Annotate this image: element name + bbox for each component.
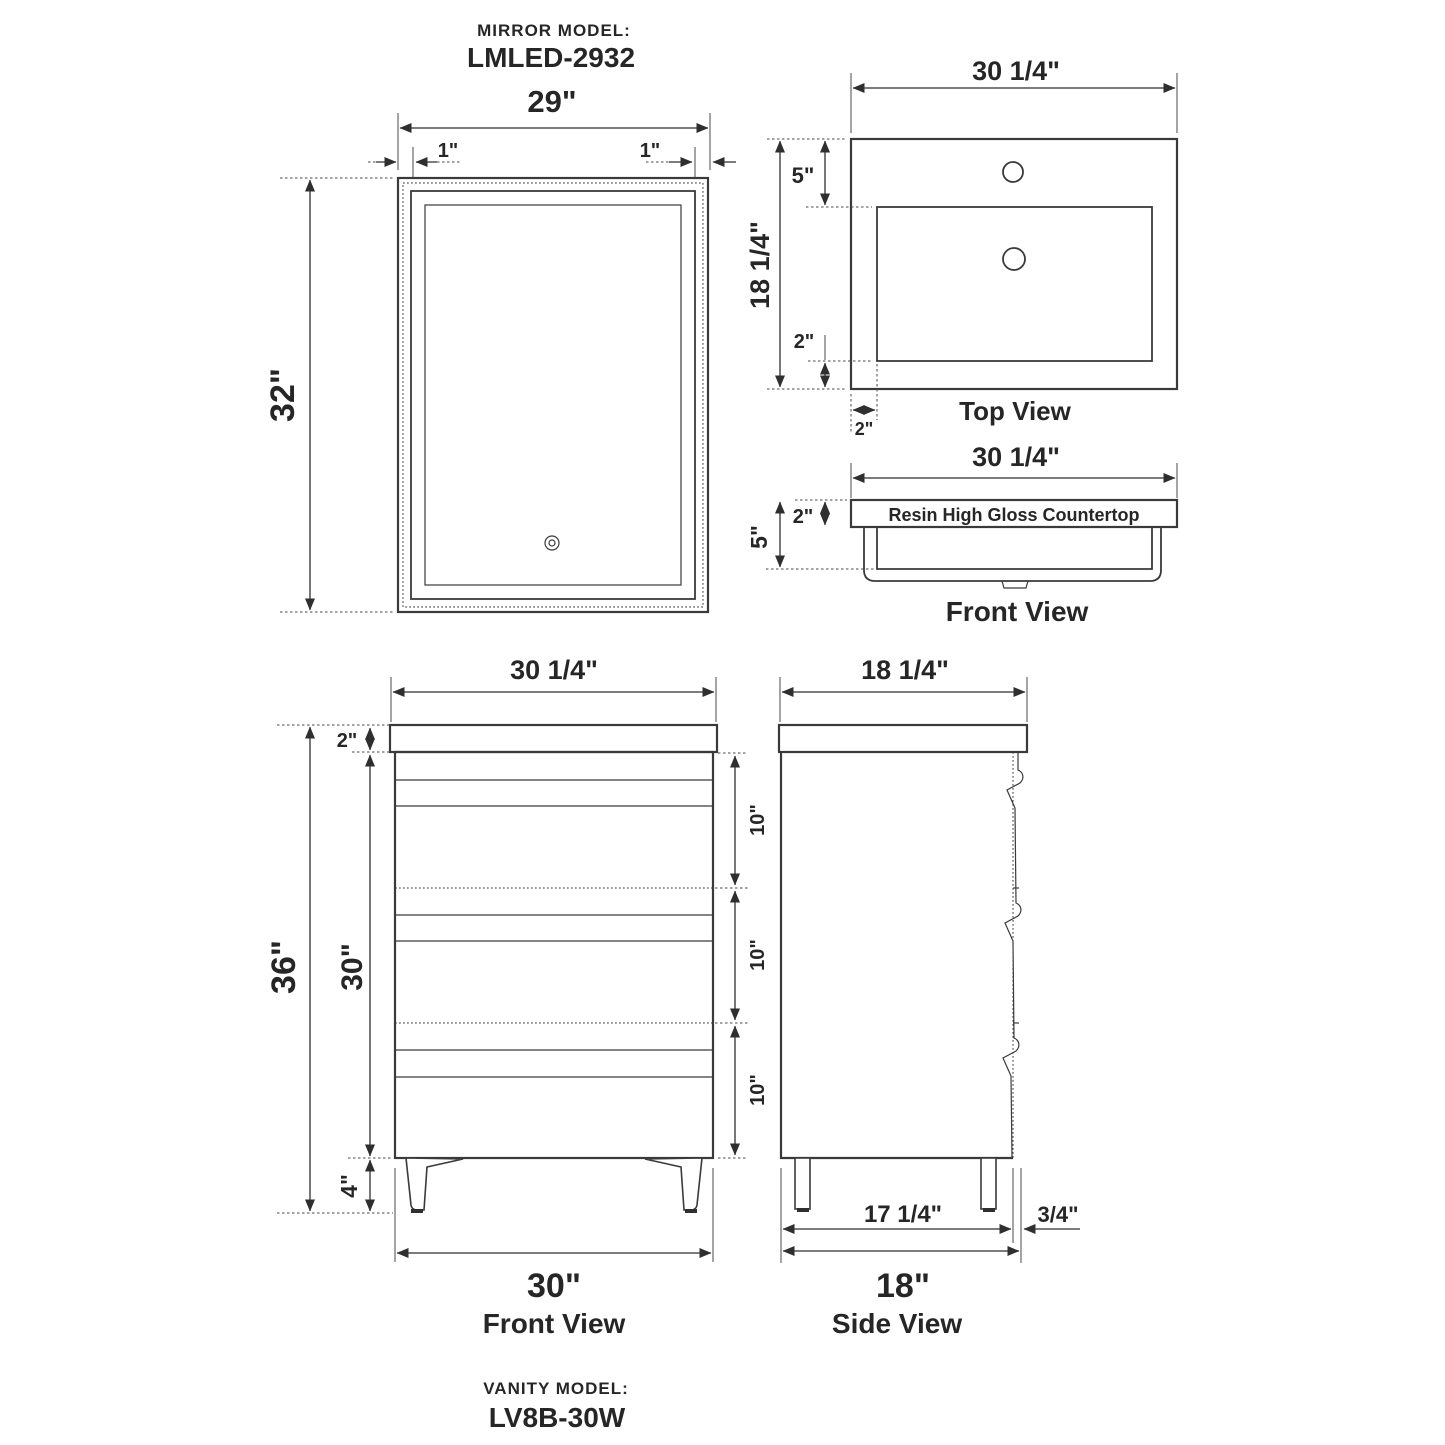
- basin-outline: [877, 207, 1152, 361]
- mirror-model-label: MIRROR MODEL:: [477, 21, 631, 40]
- sink-front-thickness-label: 2": [792, 506, 814, 528]
- vanity-countertop: [390, 725, 717, 752]
- countertop-material-label: Resin High Gloss Countertop: [888, 505, 1140, 525]
- vanity-model-label: VANITY MODEL:: [483, 1379, 629, 1398]
- footer-model-block: [483, 1379, 629, 1433]
- vanity-bottom-width-label: 30": [527, 1267, 581, 1305]
- side-body-depth-label: 17 1/4": [863, 1201, 943, 1228]
- sink-top-view: [745, 56, 1177, 439]
- sink-top-view-title: Top View: [959, 396, 1071, 426]
- front-left-leg: [406, 1158, 463, 1210]
- front-left-leg-pad: [411, 1209, 423, 1213]
- side-front-leg: [795, 1158, 810, 1209]
- mirror-width-label: 29": [527, 84, 577, 119]
- side-rear-leg: [981, 1158, 996, 1209]
- vanity-model-number: LV8B-30W: [488, 1402, 626, 1433]
- drain-hole: [1003, 248, 1025, 270]
- mirror-glass-edge: [425, 205, 681, 585]
- sink-front-view: [746, 442, 1177, 627]
- touch-sensor-icon: [545, 536, 559, 550]
- vanity-total-height-label: 36": [265, 940, 303, 994]
- sink-top-depth-label: 18 1/4": [745, 221, 775, 309]
- vanity-cabinet: [395, 752, 713, 1158]
- side-top-depth-label: 18 1/4": [861, 655, 949, 685]
- drawer1-height-label: 10": [747, 804, 769, 836]
- mirror-frame-left-label: 1": [437, 140, 459, 162]
- side-countertop: [779, 725, 1027, 752]
- touch-sensor-icon-inner: [549, 540, 555, 546]
- drawer2-height-label: 10": [747, 939, 769, 971]
- mirror-outer-frame: [398, 178, 708, 612]
- vanity-front-view-title: Front View: [482, 1308, 626, 1339]
- sink-front-width-label: 30 1/4": [972, 442, 1060, 472]
- drawer3-height-label: 10": [747, 1074, 769, 1106]
- sink-top-side-offset-label: 2": [854, 419, 874, 439]
- countertop-outline: [851, 139, 1177, 389]
- mirror-view: [264, 21, 736, 612]
- sink-front-view-title: Front View: [945, 596, 1089, 627]
- sink-front-height-label: 5": [746, 525, 772, 549]
- basin-interior: [877, 527, 1152, 569]
- side-front-leg-pad: [797, 1208, 809, 1212]
- side-drawer-front-label: 3/4": [1037, 1202, 1079, 1227]
- sink-top-width-label: 30 1/4": [972, 56, 1060, 86]
- leg-height-label: 4": [336, 1174, 362, 1198]
- vanity-front-view: [265, 655, 769, 1339]
- mirror-model-number: LMLED-2932: [466, 42, 636, 73]
- front-right-leg: [645, 1158, 702, 1210]
- mirror-height-label: 32": [264, 368, 302, 422]
- drain-stub: [1002, 581, 1028, 588]
- mirror-led-strip-outer: [403, 183, 703, 607]
- mirror-frame-right-label: 1": [639, 140, 661, 162]
- side-total-depth-label: 18": [876, 1267, 930, 1305]
- basin-shell: [864, 527, 1161, 581]
- sink-top-faucet-offset-label: 5": [791, 163, 815, 188]
- side-cabinet-body: [781, 752, 1013, 1158]
- side-rear-leg-pad: [983, 1208, 995, 1212]
- vanity-side-view: [779, 655, 1080, 1339]
- vanity-counter-thickness-label: 2": [336, 730, 358, 752]
- vanity-front-width-label: 30 1/4": [510, 655, 598, 685]
- faucet-hole: [1003, 162, 1023, 182]
- front-right-leg-pad: [685, 1209, 697, 1213]
- cabinet-height-label: 30": [336, 943, 369, 991]
- sink-top-front-offset-label: 2": [793, 331, 815, 353]
- mirror-led-strip-inner: [411, 191, 695, 599]
- side-view-title: Side View: [831, 1308, 963, 1339]
